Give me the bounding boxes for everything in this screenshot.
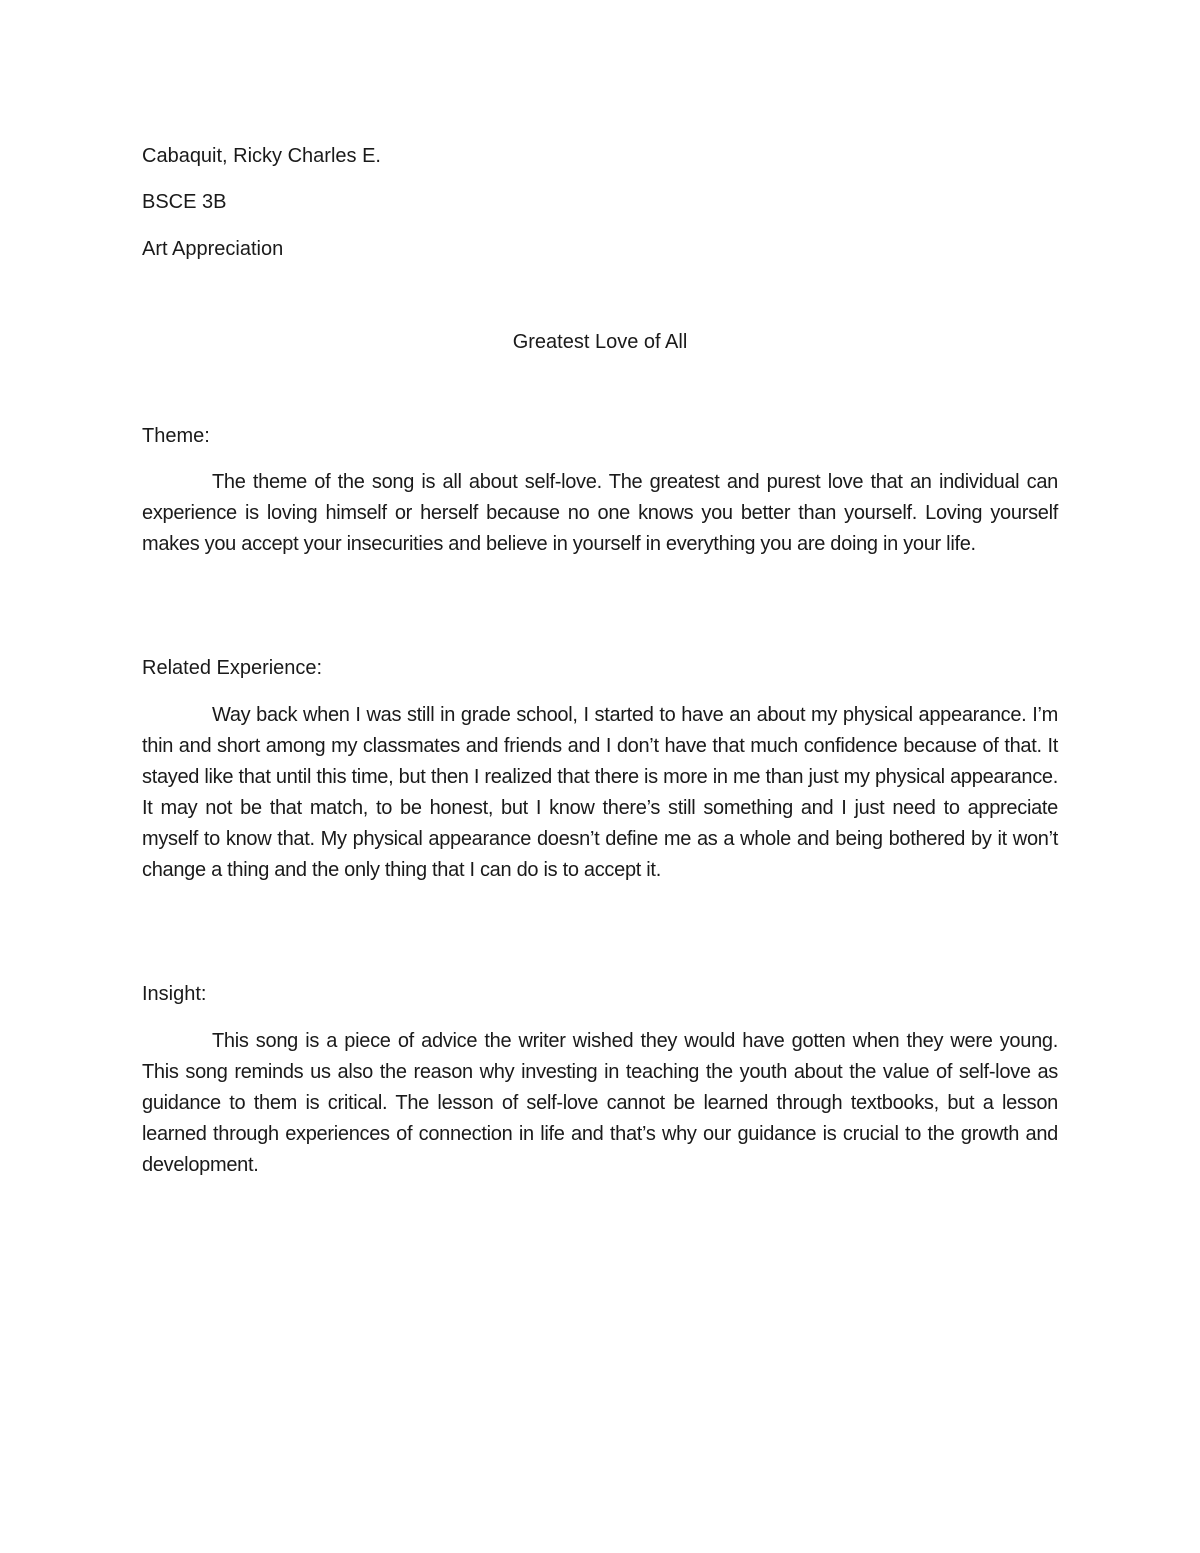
essay-title: Greatest Love of All [512, 331, 688, 353]
course-section: BSCE 3B [142, 191, 227, 213]
theme-heading: Theme: [142, 425, 210, 447]
theme-paragraph: The theme of the song is all about self-love. The greatest and purest love that an individual can experience is loving himself or herself because no one knows you better than yourself. Loving yourself makes you accept your insecurities and believe in yourself in everything you are doing in your life. [142, 471, 1058, 555]
insight-paragraph: This song is a piece of advice the writer wished they would have gotten when they were young. This song reminds us also the reason why investing in teaching the youth about the value of self-love as guidance to them is critical. The lesson of self-love cannot be learned through textbooks, but a lesson learned through experiences of connection in life and that’s why our guidance is crucial to the growth and development. [142, 1030, 1058, 1176]
related-experience-heading: Related Experience: [142, 657, 323, 679]
related-experience-paragraph: Way back when I was still in grade school, I started to have an about my physical appearance. I’m thin and short among my classmates and friends and I don’t have that much confidence because of that. It stayed like that until this time, but then I realized that there is more in me than just my physical appearance. It may not be that match, to be honest, but I know there’s still something and I just need to appreciate myself to know that. My physical appearance doesn’t define me as a whole and being bothered by it won’t change a thing and the only thing that I can do is to accept it. [142, 704, 1058, 881]
student-name: Cabaquit, Ricky Charles E. [142, 145, 381, 167]
subject-name: Art Appreciation [142, 238, 284, 260]
insight-heading: Insight: [142, 983, 207, 1005]
